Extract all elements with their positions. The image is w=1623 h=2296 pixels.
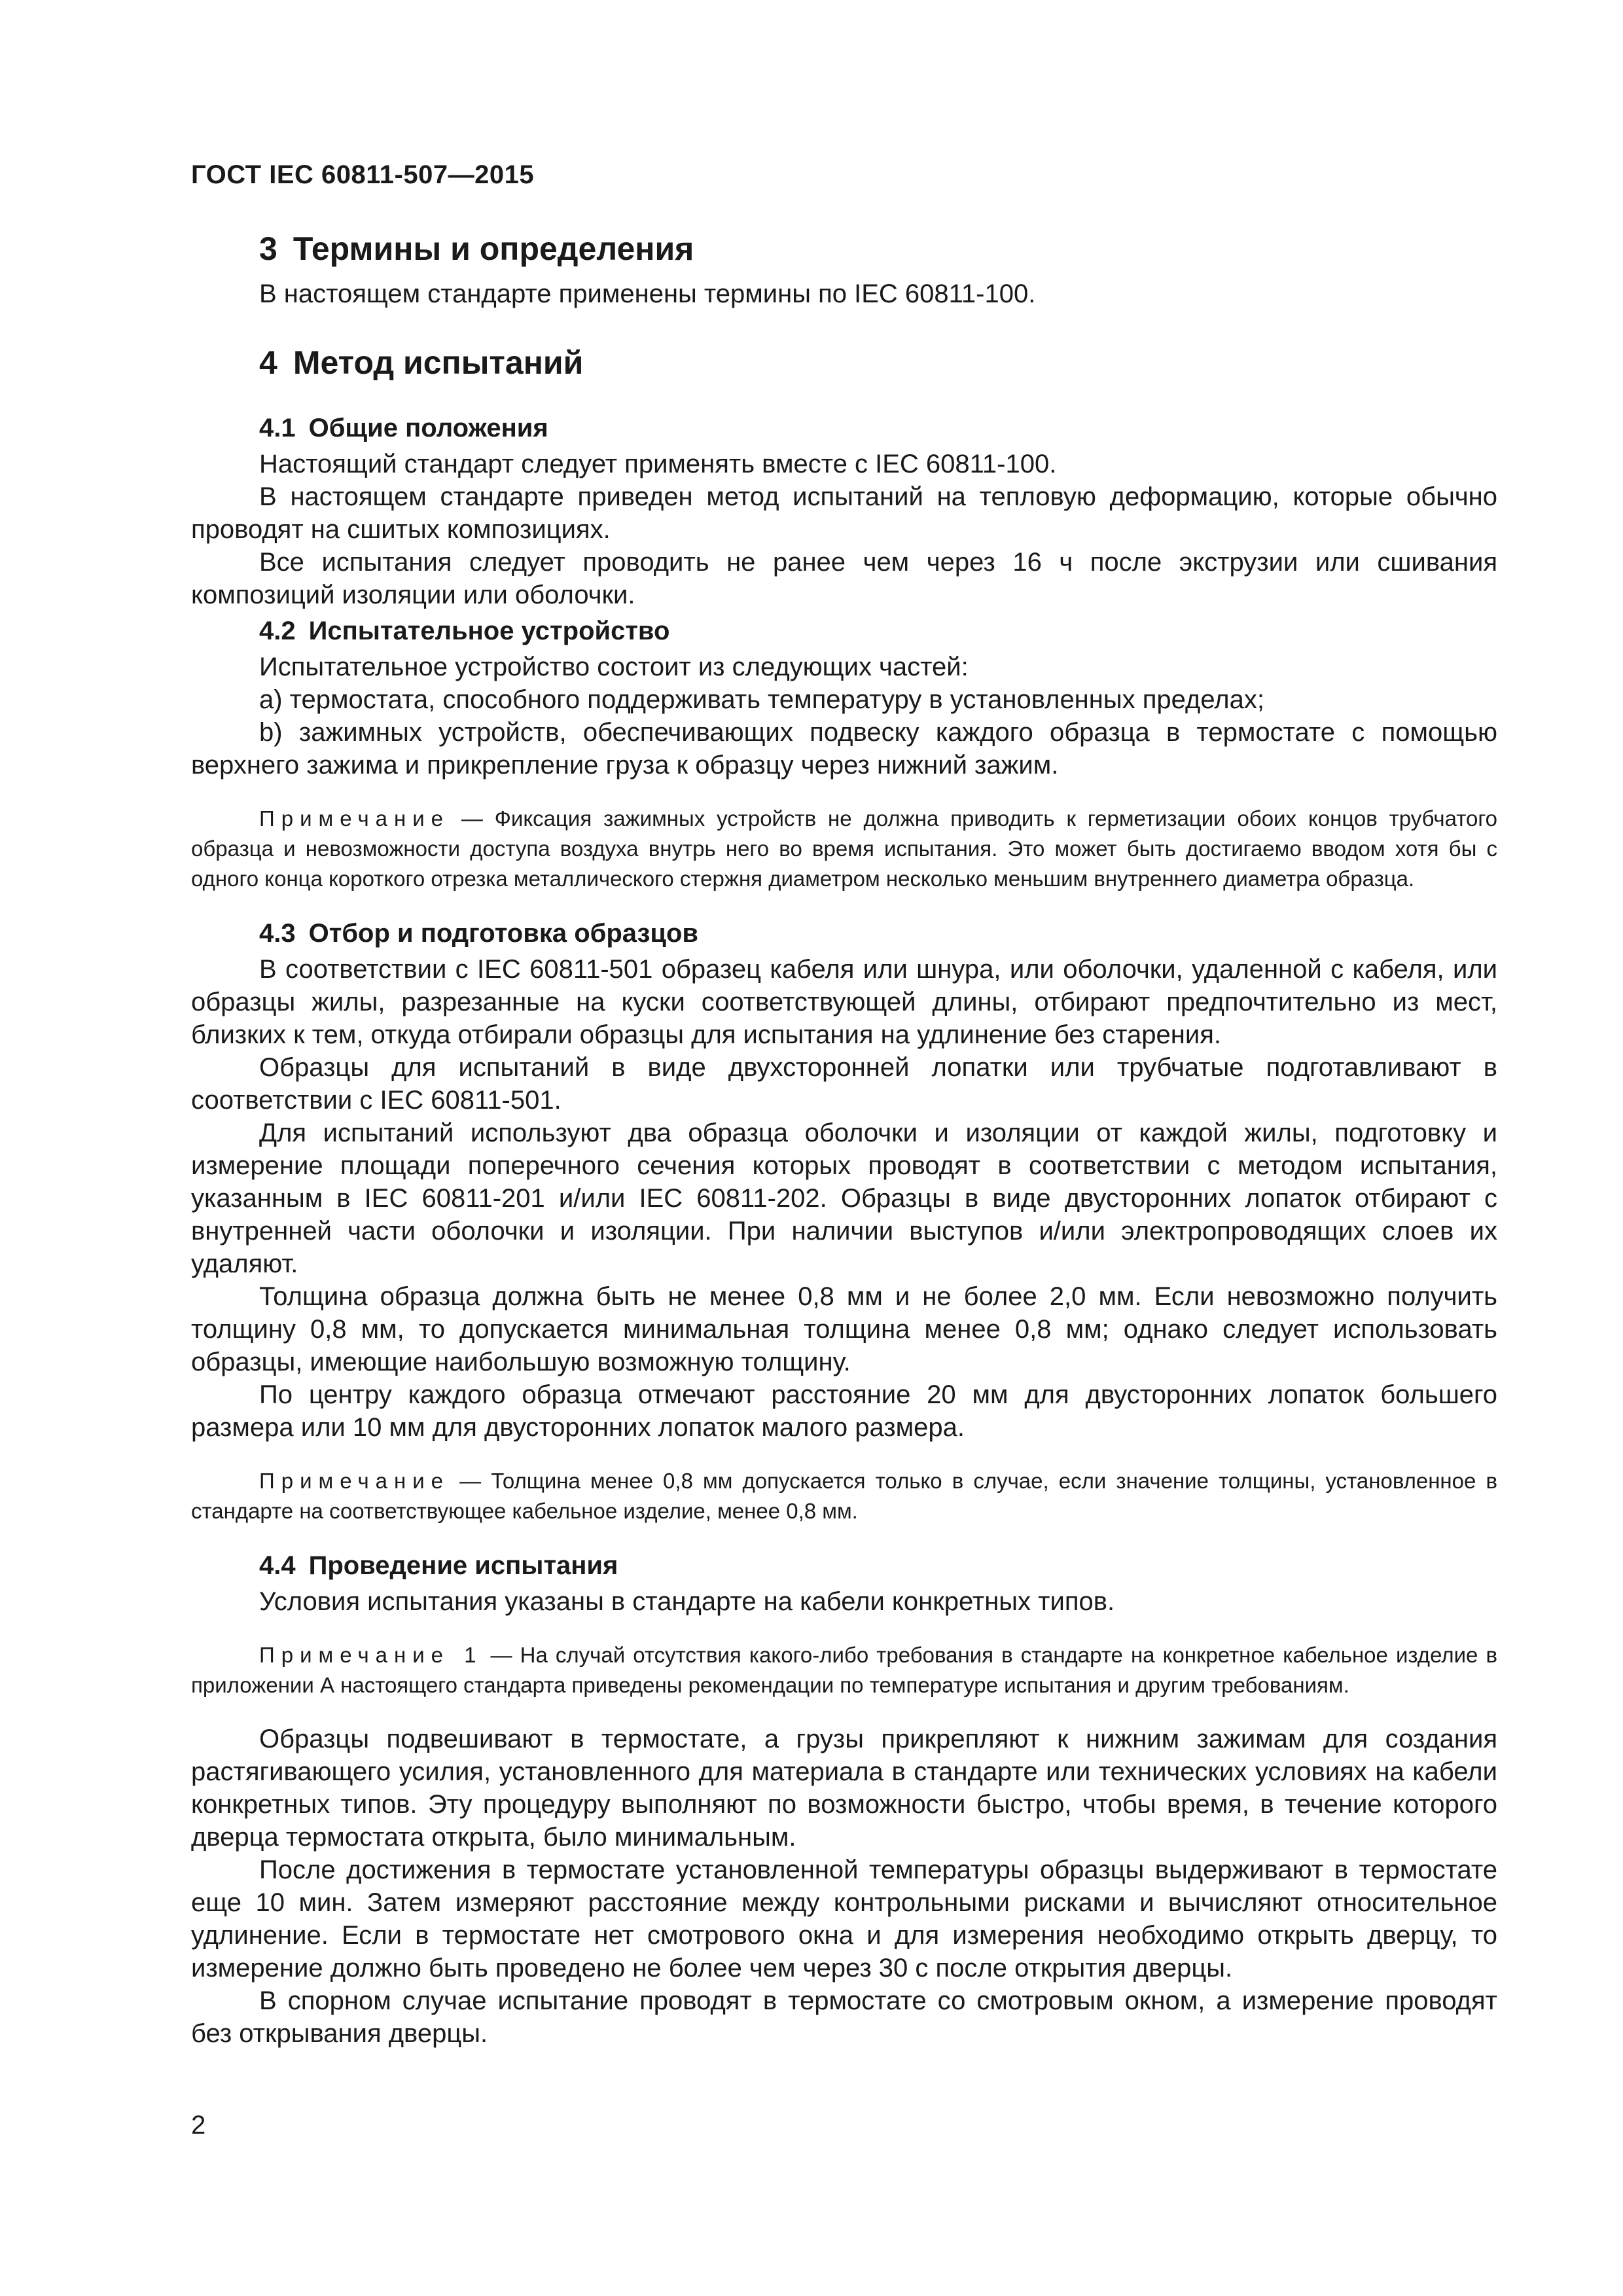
note-label: Примечание — [259, 806, 450, 831]
paragraph: После достижения в термостате установленной температуры образцы выдерживают в термостате еще 10 мин. Затем измеряют расстояние между контрольными рисками и вычисляют относительное удлинение. Если в термостате нет смотрового окна и для измерения необходимо открыть дверцу, то измерение должно быть проведено не более чем через 30 с после открытия дверцы. — [191, 1856, 1497, 1982]
note-text: — На случай отсутствия какого-либо требования в стандарте на конкретное кабельное изделие в приложении А настоящего стандарта приведены рекомендации по температуре испытания и другим требованиям. — [191, 1643, 1497, 1697]
paragraph: Настоящий стандарт следует применять вместе с IEC 60811-100. — [259, 450, 1057, 478]
section-title: Метод испытаний — [293, 344, 584, 381]
paragraph: В настоящем стандарте применены термины по IEC 60811-100. — [259, 279, 1036, 308]
section-number: 4 — [259, 344, 277, 381]
note — [191, 804, 1497, 894]
note-text: — Фиксация зажимных устройств не должна приводить к герметизации обоих концов трубчатого образца и невозможности доступа воздуха внутрь него во время испытания. Это может быть достигаемо вводом хотя бы с одного конца короткого отрезка металлического стержня диаметром несколько меньшим внутреннего диаметра образца. — [191, 806, 1497, 891]
paragraph: Все испытания следует проводить не ранее чем через 16 ч после экструзии или сшивания композиций изоляции или оболочки. — [191, 548, 1497, 609]
list-item-b: b) зажимных устройств, обеспечивающих подвеску каждого образца в термостате с помощью верхнего зажима и прикрепление груза к образцу через нижний зажим. — [191, 718, 1497, 780]
subsection-4-4-heading — [259, 1546, 1497, 1585]
paragraph: По центру каждого образца отмечают расстояние 20 мм для двусторонних лопаток большего размера или 10 мм для двусторонних лопаток малого размера. — [191, 1380, 1497, 1442]
section-3-heading — [259, 223, 1497, 275]
section-4-heading — [259, 336, 1497, 389]
paragraph: Испытательное устройство состоит из следующих частей: — [259, 653, 969, 681]
subsection-title: Общие положения — [308, 414, 548, 442]
note-label: Примечание 1 — [259, 1643, 483, 1667]
paragraph: Толщина образца должна быть не менее 0,8 мм и не более 2,0 мм. Если невозможно получить толщину 0,8 мм, то допускается минимальная толщина менее 0,8 мм; однако следует использовать образцы, имеющие наибольшую возможную толщину. — [191, 1282, 1497, 1376]
section-title: Термины и определения — [293, 230, 694, 267]
document-body — [191, 223, 1497, 2050]
subsection-title: Проведение испытания — [308, 1551, 618, 1580]
subsection-number: 4.4 — [259, 1551, 296, 1580]
paragraph: В настоящем стандарте приведен метод испытаний на тепловую деформацию, которые обычно проводят на сшитых композициях. — [191, 482, 1497, 544]
subsection-number: 4.2 — [259, 617, 296, 645]
note-label: Примечание — [259, 1469, 450, 1493]
subsection-title: Испытательное устройство — [308, 617, 670, 645]
note — [191, 1640, 1497, 1700]
note-text: — Толщина менее 0,8 мм допускается только в случае, если значение толщины, установленное в стандарте на соответствующее кабельное изделие, менее 0,8 мм. — [191, 1469, 1497, 1523]
paragraph: Образцы подвешивают в термостате, а грузы прикрепляют к нижним зажимам для создания растягивающего усилия, установленного для материала в стандарте или технических условиях на кабели конкретных типов. Эту процедуру выполняют по возможности быстро, чтобы время, в течение которого дверца термостата открыта, было минимальным. — [191, 1725, 1497, 1852]
paragraph: Условия испытания указаны в стандарте на кабели конкретных типов. — [259, 1587, 1115, 1616]
paragraph: В спорном случае испытание проводят в термостате со смотровым окном, а измерение проводят без открывания дверцы. — [191, 1986, 1497, 2048]
subsection-4-1-heading — [259, 408, 1497, 448]
paragraph: В соответствии с IEC 60811-501 образец кабеля или шнура, или оболочки, удаленной с кабеля, или образцы жилы, разрезанные на куски соответствующей длины, отбирают предпочтительно из мест, близких к тем, откуда отбирали образцы для испытания на удлинение без старения. — [191, 955, 1497, 1049]
list-item-a: a) термостата, способного поддерживать температуру в установленных пределах; — [259, 685, 1264, 714]
subsection-4-3-heading — [259, 914, 1497, 953]
paragraph: Для испытаний используют два образца оболочки и изоляции от каждой жилы, подготовку и измерение площади поперечного сечения которых проводят в соответствии с методом испытания, указанным в IEC 60811-201 и/или IEC 60811-202. Образцы в виде двусторонних лопаток отбирают с внутренней части оболочки и изоляции. При наличии выступов и/или электропроводящих слоев их удаляют. — [191, 1119, 1497, 1278]
subsection-number: 4.1 — [259, 414, 296, 442]
document-code: ГОСТ IEC 60811-507—2015 — [191, 160, 535, 189]
paragraph: Образцы для испытаний в виде двухсторонней лопатки или трубчатые подготавливают в соответствии с IEC 60811-501. — [191, 1053, 1497, 1115]
note — [191, 1466, 1497, 1526]
subsection-title: Отбор и подготовка образцов — [308, 919, 698, 948]
subsection-4-2-heading — [259, 611, 1497, 651]
section-number: 3 — [259, 230, 277, 267]
page-number: 2 — [191, 2111, 206, 2140]
subsection-number: 4.3 — [259, 919, 296, 948]
